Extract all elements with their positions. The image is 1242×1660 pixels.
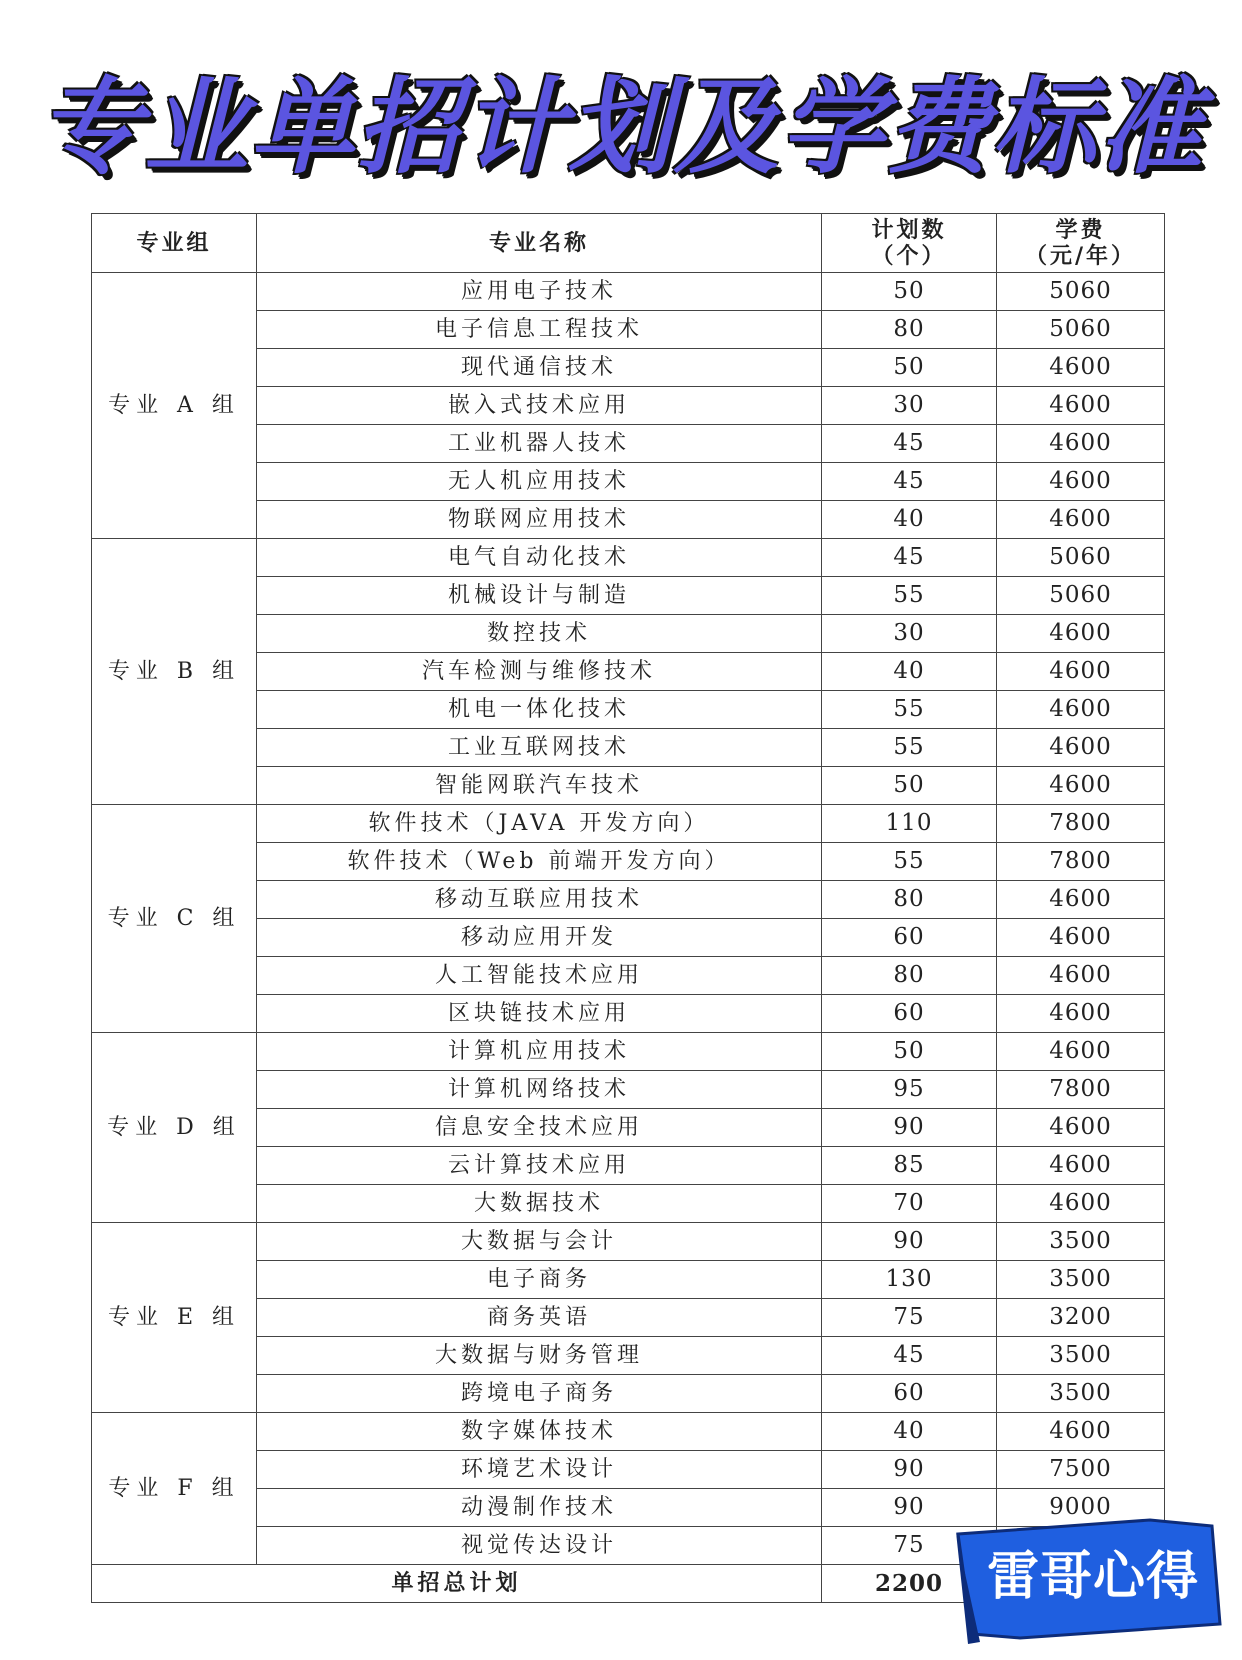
group-cell: 专业 C 组 [92,805,257,1033]
plan-cell: 75 [822,1299,997,1337]
total-plan: 2200 [822,1565,997,1603]
major-cell: 无人机应用技术 [257,463,822,501]
table-header-row [92,214,1165,273]
fee-cell: 4600 [997,919,1165,957]
fee-cell: 4600 [997,463,1165,501]
fee-cell: 4600 [997,349,1165,387]
plan-cell: 50 [822,273,997,311]
major-cell: 工业机器人技术 [257,425,822,463]
fee-cell: 5060 [997,273,1165,311]
plan-cell: 95 [822,1071,997,1109]
plan-cell: 90 [822,1109,997,1147]
plan-cell: 60 [822,995,997,1033]
plan-cell: 40 [822,1413,997,1451]
fee-cell: 3500 [997,1223,1165,1261]
page-title: 专业单招计划及学费标准 [37,66,1204,188]
group-cell: 专业 B 组 [92,539,257,805]
plan-cell: 130 [822,1261,997,1299]
fee-cell: 4600 [997,957,1165,995]
fee-cell: 4600 [997,1413,1165,1451]
plan-cell: 85 [822,1147,997,1185]
fee-cell: 3500 [997,1261,1165,1299]
watermark-badge [950,1512,1228,1646]
header-fee-line1: 学费 [1055,217,1106,243]
plan-cell: 45 [822,425,997,463]
plan-cell: 45 [822,463,997,501]
major-cell: 信息安全技术应用 [257,1109,822,1147]
plan-cell: 55 [822,691,997,729]
header-fee-line2: （元/年） [1024,243,1137,269]
group-cell: 专业 E 组 [92,1223,257,1413]
major-cell: 电子信息工程技术 [257,311,822,349]
table-row [92,805,1165,843]
major-cell: 应用电子技术 [257,273,822,311]
plan-cell: 50 [822,767,997,805]
fee-cell: 4600 [997,767,1165,805]
fee-cell: 4600 [997,1185,1165,1223]
major-cell: 机械设计与制造 [257,577,822,615]
table-row [92,1033,1165,1071]
fee-cell: 4600 [997,387,1165,425]
group-cell: 专业 A 组 [92,273,257,539]
major-cell: 智能网联汽车技术 [257,767,822,805]
major-cell: 电子商务 [257,1261,822,1299]
plan-cell: 45 [822,1337,997,1375]
header-major: 专业名称 [257,214,822,273]
fee-cell: 4600 [997,995,1165,1033]
group-cell: 专业 D 组 [92,1033,257,1223]
fee-cell: 4600 [997,615,1165,653]
table-row [92,539,1165,577]
plan-cell: 50 [822,349,997,387]
major-cell: 数控技术 [257,615,822,653]
plan-cell: 55 [822,843,997,881]
major-cell: 移动应用开发 [257,919,822,957]
total-label: 单招总计划 [92,1565,822,1603]
major-cell: 软件技术（JAVA 开发方向） [257,805,822,843]
plan-cell: 50 [822,1033,997,1071]
fee-cell: 3500 [997,1375,1165,1413]
major-cell: 动漫制作技术 [257,1489,822,1527]
plan-cell: 60 [822,919,997,957]
plan-cell: 40 [822,653,997,691]
major-cell: 移动互联应用技术 [257,881,822,919]
major-cell: 计算机网络技术 [257,1071,822,1109]
fee-cell: 7800 [997,843,1165,881]
plan-cell: 70 [822,1185,997,1223]
header-plan-line2: （个） [871,243,947,269]
plan-cell: 40 [822,501,997,539]
plan-cell: 30 [822,387,997,425]
plan-cell: 55 [822,729,997,767]
header-plan-line1: 计划数 [871,217,947,243]
major-cell: 工业互联网技术 [257,729,822,767]
fee-cell: 4600 [997,691,1165,729]
badge-text: 雷哥心得 [986,1547,1199,1607]
plan-cell: 110 [822,805,997,843]
table-row [92,1223,1165,1261]
plan-cell: 75 [822,1527,997,1565]
major-cell: 大数据与财务管理 [257,1337,822,1375]
header-plan [822,214,997,273]
plan-cell: 55 [822,577,997,615]
major-cell: 商务英语 [257,1299,822,1337]
fee-cell: 3500 [997,1337,1165,1375]
fee-cell: 4600 [997,729,1165,767]
major-cell: 跨境电子商务 [257,1375,822,1413]
plan-cell: 30 [822,615,997,653]
fee-cell: 7500 [997,1451,1165,1489]
major-cell: 人工智能技术应用 [257,957,822,995]
major-cell: 软件技术（Web 前端开发方向） [257,843,822,881]
plan-cell: 80 [822,311,997,349]
plan-cell: 60 [822,1375,997,1413]
major-cell: 大数据与会计 [257,1223,822,1261]
header-group: 专业组 [92,214,257,273]
major-cell: 机电一体化技术 [257,691,822,729]
major-cell: 环境艺术设计 [257,1451,822,1489]
plan-cell: 45 [822,539,997,577]
fee-cell: 7800 [997,805,1165,843]
major-cell: 现代通信技术 [257,349,822,387]
major-cell: 视觉传达设计 [257,1527,822,1565]
table-row [92,273,1165,311]
group-cell: 专业 F 组 [92,1413,257,1565]
fee-cell: 9000 [997,1489,1165,1527]
plan-cell: 90 [822,1489,997,1527]
major-cell: 汽车检测与维修技术 [257,653,822,691]
plan-cell: 80 [822,881,997,919]
fee-cell: 4600 [997,1147,1165,1185]
fee-cell: 3200 [997,1299,1165,1337]
plan-cell: 80 [822,957,997,995]
fee-cell: 5060 [997,577,1165,615]
major-cell: 大数据技术 [257,1185,822,1223]
major-cell: 嵌入式技术应用 [257,387,822,425]
table-body [92,273,1165,1565]
plan-cell: 90 [822,1451,997,1489]
fee-cell: 5060 [997,311,1165,349]
fee-cell: 4600 [997,425,1165,463]
plan-cell: 90 [822,1223,997,1261]
major-cell: 数字媒体技术 [257,1413,822,1451]
enrollment-table [91,213,1165,1603]
fee-cell: 4600 [997,653,1165,691]
table-row [92,1413,1165,1451]
fee-cell: 4600 [997,1033,1165,1071]
major-cell: 云计算技术应用 [257,1147,822,1185]
fee-cell: 7800 [997,1071,1165,1109]
fee-cell: 4600 [997,881,1165,919]
fee-cell: 5060 [997,539,1165,577]
major-cell: 物联网应用技术 [257,501,822,539]
major-cell: 区块链技术应用 [257,995,822,1033]
fee-cell: 4600 [997,1109,1165,1147]
header-fee [997,214,1165,273]
fee-cell: 4600 [997,501,1165,539]
major-cell: 电气自动化技术 [257,539,822,577]
major-cell: 计算机应用技术 [257,1033,822,1071]
